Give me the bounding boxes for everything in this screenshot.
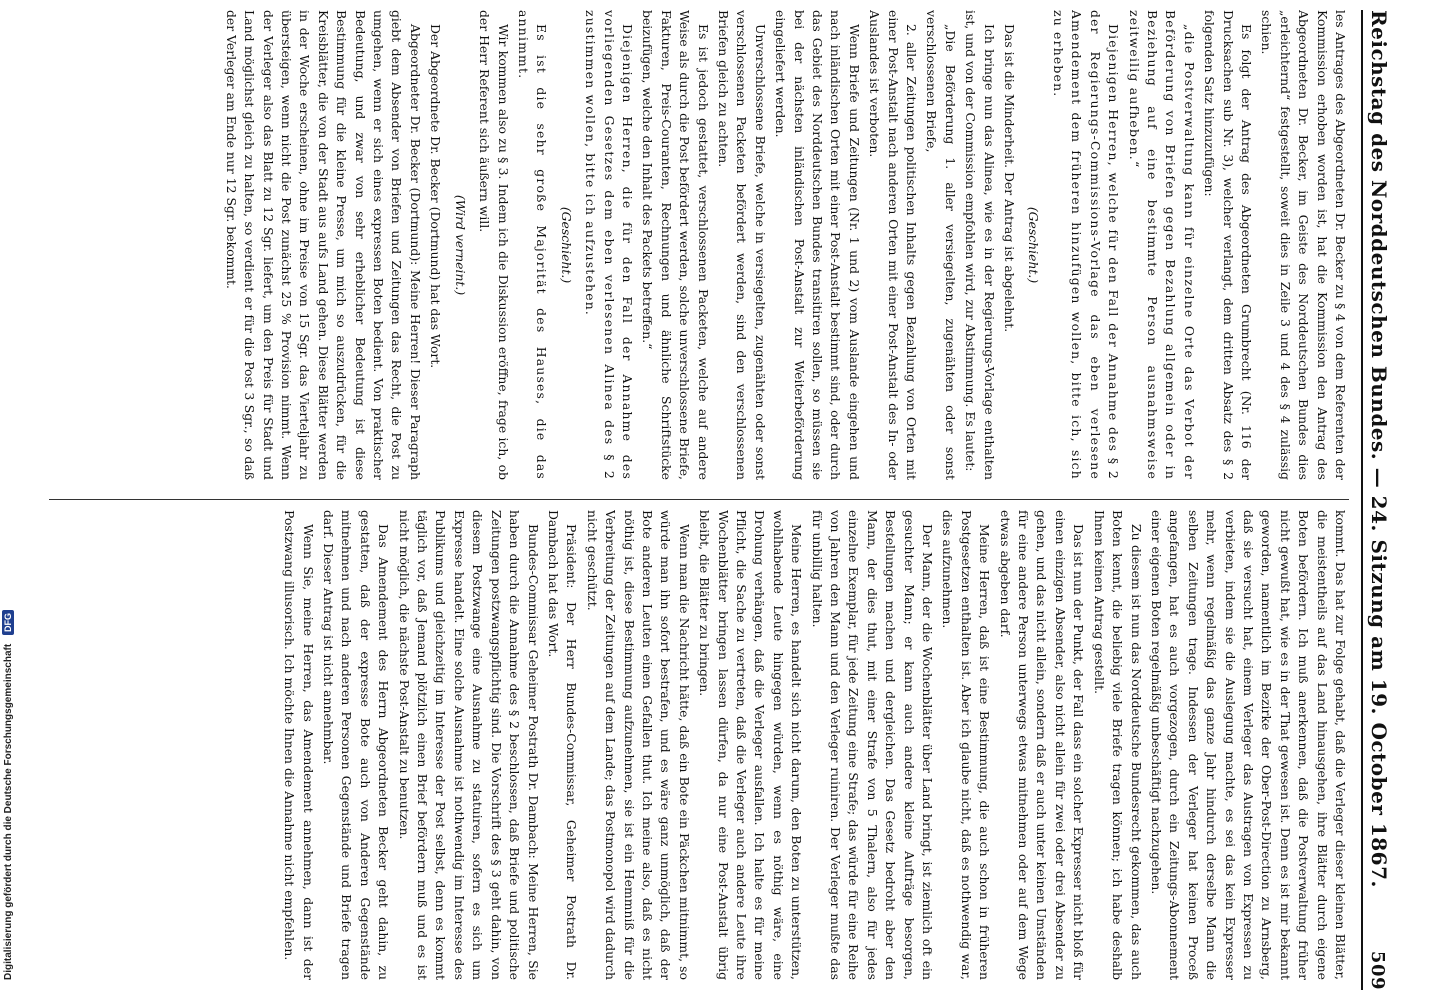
left-column xyxy=(31,10,1349,480)
left-paragraph: Das ist die Minderheit. Der Antrag ist abgelehnt. xyxy=(1002,24,1018,333)
left-paragraph: Wenn Briefe und Zeitungen (Nr. 1 und 2) vom Auslande eingehen und nach inländischen Orten mit einer Post-Anstalt bestimmt sind, oder durch das Gebiet des Norddeutschen Bundes transitiren sollen, so müssen sie bei der nächsten inländischen Post-Anstalt zur Weiterbeförderung eingeliefert werden. xyxy=(773,10,862,480)
left-paragraph: 2. aller Zeitungen politischen Inhalts gegen Bezahlung von Orten mit einer Post-Anstalt nach anderen Orten mit einer Post-Anstalt des In- oder Auslandes ist verboten. xyxy=(867,10,920,480)
running-title: Reichstag des Norddeutschen Bundes. — 24. Sitzung am 19. October 1867. xyxy=(1367,10,1391,888)
right-paragraph: Wenn man die Nachricht hätte, daß ein Bote ein Päckchen mitnimmt, so würde man ihn sofort bestrafen, und es wäre ganz unmöglich, daß der Bote anderen Leuten einen Gefallen thut. Ich meine also, daß es nicht nöthig ist, diese Bestimmung aufzunehmen, sie ist ein Hemmniß für die Verbreitung der Zeitungen auf dem Lande; das Postmonopol wird dadurch nicht geschützt. xyxy=(584,510,692,980)
left-paragraph: Es ist die sehr große Majorität des Hauses, die das annimmt. xyxy=(515,10,550,480)
right-paragraph: Wenn Sie, meine Herren, das Amendement annehmen, dann ist der Postzwang illusorisch. Ich möchte Ihnen die Annahme nicht empfehlen. xyxy=(282,510,316,980)
left-paragraph: Unverschlossene Briefe, welche in versiegelten, zugenähten oder sonst verschlossenen Packeten befördert werden, sind den verschlossenen Briefen gleich zu achten. xyxy=(716,10,768,480)
running-header xyxy=(1361,10,1401,990)
right-speech: Bundes-Commissar Geheimer Postrath Dr. Dambach: Meine Herren, Sie haben durch die Annahme des § 2 beschlossen, daß Briefe und politische Zeitungen postzwangspflichtig sind. Die Vorschrift des § 3 geht dahin, von diesem Postzwange eine Ausnahme zu statuiren, sofern es sich um Expresse handelt. Eine solche Ausnahme ist nothwendig im Interesse des Publikums und gleichzeitig im Interesse der Post selbst, denn es kommt täglich vor, daß Jemand plötzlich einen Brief befördern muß und es ist nicht möglich, die nächste Post-Anstalt zu benutzen. xyxy=(396,510,541,980)
page-number: 509 xyxy=(1367,950,1388,990)
rotated-sheet xyxy=(31,10,1401,990)
left-paragraph: „Die Beförderung 1. aller versiegelten, zugenähten oder sonst verschlossenen Briefe, xyxy=(924,10,958,480)
right-paragraph: Der Mann, der die Wochenblätter über Land bringt, ist ziemlich oft ein gesuchter Mann; er kann auch andere kleine Aufträge besorgen, Bestellungen machen und dergleichen. Das Gesetz bedroht aber den Mann, der dies thut, mit einer Strafe von 5 Thalern, also für jedes einzelne Exemplar, für jede Zeitung eine Strafe; das würde für eine Reihe von Jahren den Mann und den Verleger ruiniren. Der Verleger mußte das für unbillig halten. xyxy=(809,510,936,980)
digitization-note-text: Digitalisierung gefördert durch die Deutsche Forschungsgemeinschaft xyxy=(3,643,14,980)
right-paragraph: kommt. Das hat zur Folge gehabt, daß die Verleger dieser kleinen Blätter, die meistentheils auf das Land hinausgehen, ihre Blätter durch eigene Boten befördern. Ich muß anerkennen, daß die Postverwaltung früher nicht gewußt hat, wie es in der That gewesen ist. Denn es ist mir bekannt geworden, namentlich im Bezirke der Ober-Post-Direction zu Arnsberg, daß sie versucht hat, einem Verleger das Austragen von Expressen zu verbieten, indem sie die Auslegung machte, es sei das kein Expresser mehr, wenn regelmäßig das ganze Jahr hindurch derselbe Mann die selben Zeitungen trage. Indessen der Verleger hat keinen Proceß angefangen, hat es auch vorgezogen, durch ein Zeitungs-Abonnement einer eigenen Boten regelmäßig unbeschäftigt nachzugehen. xyxy=(1148,510,1348,980)
right-paragraph: Zu diesem ist nun das Norddeutsche Bundesrecht gekommen, das auch Boten kennt, die beliebig viele Briefe tragen können; ich habe deshalb Ihnen keinen Antrag gestellt. xyxy=(1091,510,1144,980)
right-paragraph: Das Amendement des Herrn Abgeordneten Becker geht dahin, zu gestatten, daß der expresse Bote auch von Anderen Gegenstände mitnehmen und nach anderen Personen Gegenstände und Briefe tragen darf. Dieser Antrag ist nicht annehmbar. xyxy=(321,510,392,980)
right-paragraph: Das ist nun der Punkt, der Fall dass ein solcher Expresser nicht bloß für einen einzigen Absender, also nicht allein für zwei oder drei Absender zu gehen, und das nicht allein, sondern daß er auch unter keinen Umständen für eine andere Person unterwegs etwas mitnehmen oder auf dem Wege etwas abgeben darf. xyxy=(997,510,1087,980)
left-paragraph: Diejenigen Herren, welche für den Fall der Annahme des § 2 der Regierungs-Commissions-Vorlage das eben verlesene Amendement dem früheren hinzufügen wollen, bitte ich, sich zu erheben. xyxy=(1050,10,1122,480)
left-paragraph: Wir kommen also zu § 3. Indem ich die Diskussion eröffne, frage ich, ob der Herr Referent sich äußern will. xyxy=(477,10,511,480)
left-paragraph: Ich bringe nun das Alinea, wie es in der Regierungs-Vorlage enthalten ist, und von der Commission empfohlen wird, zur Abstimmung. Es lautet: xyxy=(963,10,997,480)
right-speech: Präsident: Der Herr Bundes-Commissar, Geheimer Postrath Dr. Dambach hat das Wort. xyxy=(545,510,580,980)
left-stage-direction: (Geschieht.) xyxy=(1026,206,1042,284)
left-paragraph: Es folgt der Antrag des Abgeordneten Grumbrecht (Nr. 116 der Drucksachen sub Nr. 3), welcher verlangt, dem dritten Absatz des § 2 folgenden Satz hinzuzufügen: xyxy=(1202,10,1254,480)
left-paragraph: Diejenigen Herren, die für den Fall der Annahme des vorliegenden Gesetzes dem eben verlesenen Alinea des § 2 zustimmen wollen, bitte ich aufzustehen. xyxy=(583,10,635,480)
left-paragraph: „die Postverwaltung kann für einzelne Orte das Verbot der Beförderung von Briefen gegen Bezahlung allgemein oder in Beziehung auf eine bestimmte Person ausnahmsweise zeitweilig aufheben.“ xyxy=(1126,10,1197,480)
footer-strip xyxy=(0,0,28,1000)
left-stage-direction: (Wird verneint.) xyxy=(452,194,468,296)
right-column xyxy=(31,510,1349,980)
left-paragraph: Der Abgeordnete Dr. Becker (Dortmund) hat das Wort. xyxy=(428,24,444,369)
left-stage-direction: (Geschieht.) xyxy=(558,206,574,284)
column-divider xyxy=(49,499,1349,500)
right-paragraph: Meine Herren, es handelt sich nicht darum, den Boten zu unterstützen, wohlhabende Leute hingegen würden, wenn es nöthig wäre, eine Drohung verhängen, daß die Verleger ausfallen. Ich halte es für meine Pflicht, die Sache zu vertreten, daß die Verleger auch andere Leute ihre Wochenblätter bringen lassen dürfen, da nur eine Post-Anstalt übrig bleibt, die Blätter zu bringen. xyxy=(697,510,805,980)
right-paragraph: Meine Herren, daß ist eine Bestimmung, die auch schon in früheren Postgesetzen enthalten ist. Aber ich glaube nicht, daß es nothwendig war, dies aufzunehmen. xyxy=(940,510,993,980)
digitization-note xyxy=(2,0,16,980)
left-paragraph: les Antrages des Abgeordneten Dr. Becker zu § 4 von dem Referenten der Kommission erhoben worden ist, hat die Kommission den Antrag des Abgeordneten Dr. Becker, im Geiste des Norddeutschen Bundes dies „erleichternd“ festgestellt, soweit dies in Zeile 3 und 4 des § 4 zulässig schien. xyxy=(1259,10,1348,480)
dfg-logo-icon: DFG xyxy=(2,610,14,635)
left-paragraph: Es ist jedoch gestattet, verschlossenen Packeten, welche auf andere Weise als durch die Post befördert werden, solche unverschlossene Briefe, Fakturen, Preis-Couranten, Rechnungen und ähnliche Schriftstücke beizufügen, welche den Inhalt des Packets betreffen.“ xyxy=(640,10,711,480)
left-speech: Abgeordneter Dr. Becker (Dortmund): Meine Herren! Dieser Paragraph giebt dem Absender von Briefen und Zeitungen das Recht, die Post zu umgehen, wenn er sich eines expressen Boten bedient. Von praktischer Bedeutung, und zwar von sehr erheblicher Bedeutung ist diese Bestimmung für die kleine Presse, um mich so auszudrücken, für die Kreisblätter, die von der Stadt aus aufs Land gehen. Diese Blätter werden in der Woche erscheinen, ohne im Preise von 15 Sgr. das Vierteljahr zu übersteigen, wenn nicht die Post zunächst 25 % Provision nimmt. Wenn der Verleger also das Blatt zu 12 Sgr. liefert, um den Preis für Stadt und Land möglichst gleich zu halten, so verdient er für die Post 3 Sgr., so daß der Verleger am Ende nur 12 Sgr. bekommt. xyxy=(223,10,423,480)
